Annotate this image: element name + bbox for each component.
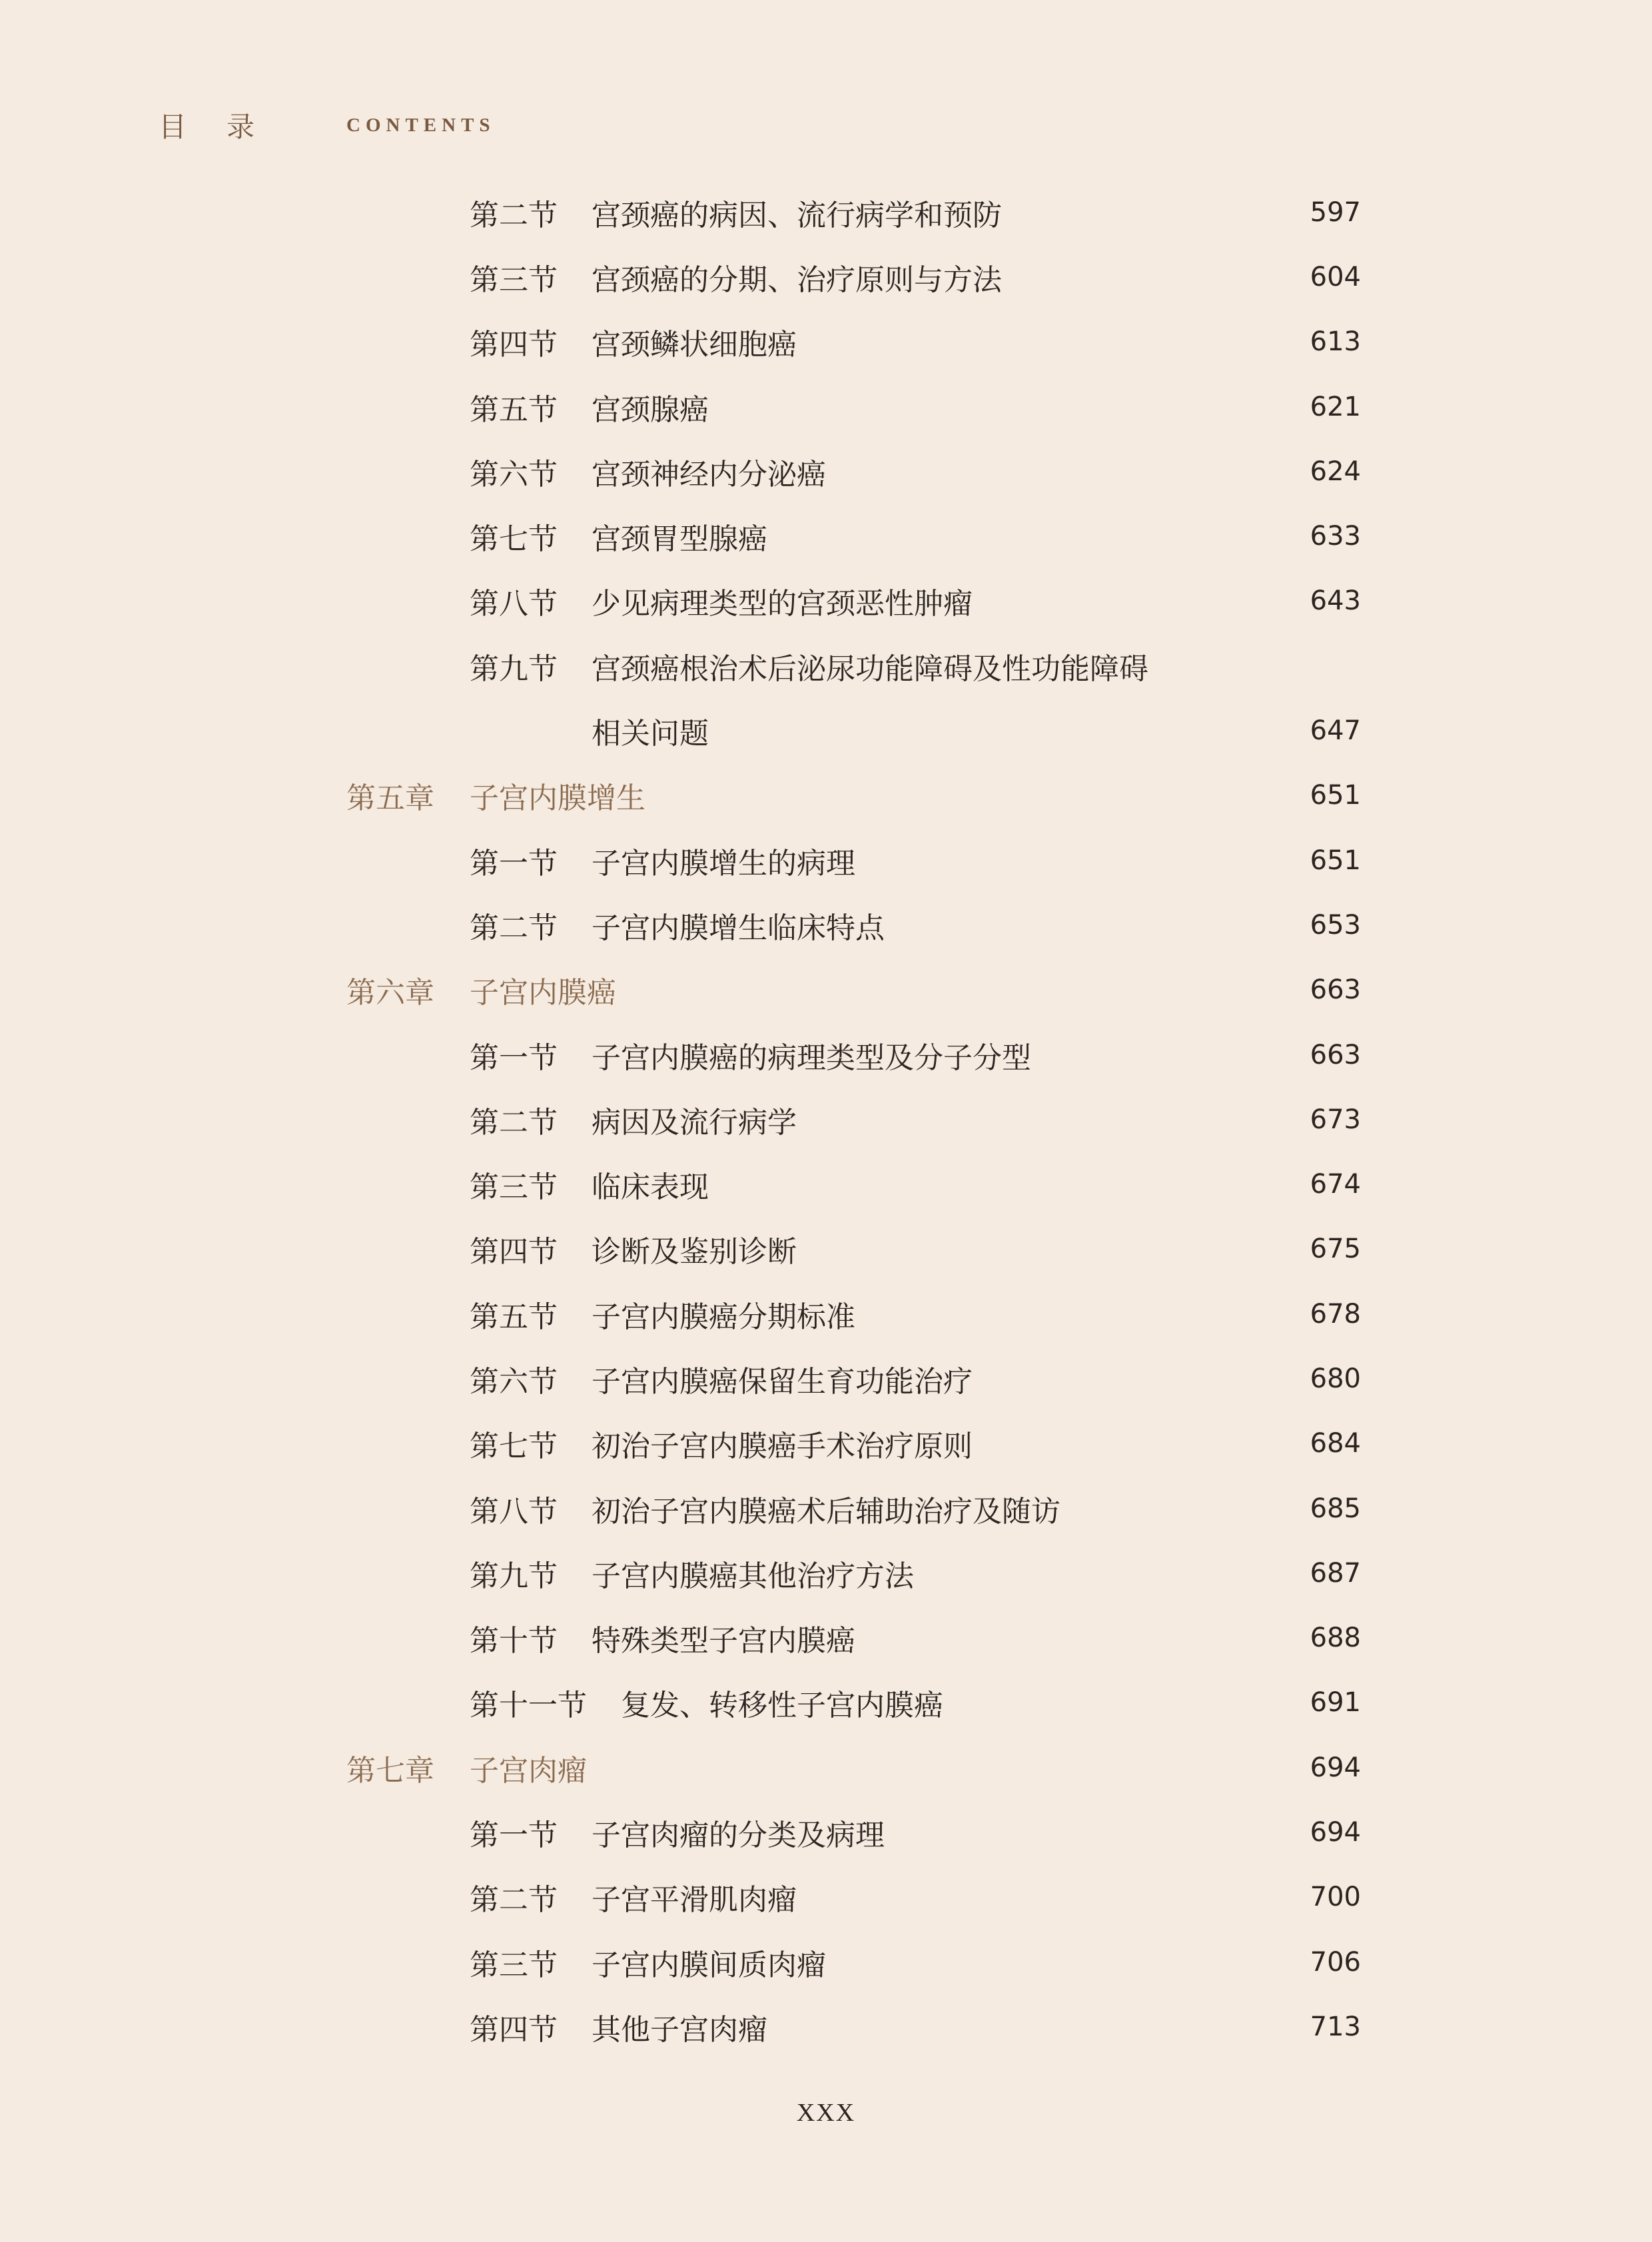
section-number: 第二节 [470,911,558,945]
section-number: 第三节 [470,1170,558,1205]
page-reference: 643 [1310,585,1361,617]
toc-section-entry[interactable] [0,1411,1652,1476]
section-title: 病因及流行病学 [592,1105,797,1140]
chapter-title: 子宫肉瘤 [470,1753,587,1788]
section-number: 第三节 [470,262,558,297]
toc-section-entry[interactable] [0,1282,1652,1346]
page-reference: 663 [1310,1039,1361,1070]
section-title: 宫颈癌根治术后泌尿功能障碍及性功能障碍 [592,651,1148,686]
toc-section-entry[interactable] [0,1606,1652,1671]
page-reference: 597 [1310,196,1361,228]
page-reference: 694 [1310,1817,1361,1848]
page-reference: 694 [1310,1752,1361,1783]
section-title: 临床表现 [592,1170,709,1205]
toc-section-entry[interactable] [0,1346,1652,1411]
page-reference: 675 [1310,1234,1361,1265]
section-number: 第七节 [470,1429,558,1464]
section-number: 第四节 [470,2012,558,2047]
page-reference: 687 [1310,1557,1361,1589]
page-reference: 633 [1310,521,1361,552]
header-title-en: CONTENTS [346,114,496,136]
toc-chapter-entry[interactable] [0,1735,1652,1800]
section-number: 第九节 [470,1559,558,1593]
section-number: 第一节 [470,1040,558,1075]
section-title: 子宫内膜癌其他治疗方法 [592,1559,914,1593]
page-reference: 674 [1310,1169,1361,1200]
page-reference: 621 [1310,391,1361,422]
section-title: 少见病理类型的宫颈恶性肿瘤 [592,587,973,621]
page-reference: 673 [1310,1104,1361,1135]
section-title: 子宫内膜增生临床特点 [592,911,885,945]
section-title: 复发、转移性子宫内膜癌 [621,1688,943,1723]
chapter-number: 第五章 [346,781,434,816]
section-number: 第六节 [470,1364,558,1399]
section-number: 第四节 [470,328,558,362]
toc-section-entry[interactable] [0,310,1652,374]
section-title: 宫颈胃型腺癌 [592,522,767,557]
section-number: 第二节 [470,1105,558,1140]
toc-section-entry[interactable] [0,504,1652,568]
page-reference: 624 [1310,456,1361,487]
section-title: 特殊类型子宫内膜癌 [592,1624,855,1659]
page-reference: 713 [1310,2011,1361,2042]
section-title: 初治子宫内膜癌手术治疗原则 [592,1429,973,1464]
section-number: 第六节 [470,457,558,492]
section-number: 第八节 [470,1494,558,1529]
page-reference: 680 [1310,1363,1361,1394]
section-title: 宫颈腺癌 [592,392,709,427]
section-number: 第二节 [470,1883,558,1918]
section-number: 第十一节 [470,1688,587,1723]
section-number: 第五节 [470,1300,558,1334]
toc-chapter-entry[interactable] [0,958,1652,1022]
section-number: 第二节 [470,198,558,232]
toc-section-entry[interactable] [0,1217,1652,1282]
page-reference: 653 [1310,909,1361,940]
section-number: 第九节 [470,651,558,686]
toc-section-entry[interactable] [0,633,1652,698]
toc-section-entry[interactable] [0,1541,1652,1605]
section-number: 第五节 [470,392,558,427]
section-number: 第三节 [470,1948,558,1982]
toc-chapter-entry[interactable] [0,763,1652,828]
chapter-title: 子宫内膜增生 [470,781,645,816]
page-reference: 678 [1310,1298,1361,1329]
chapter-number: 第六章 [346,976,434,1010]
toc-section-entry[interactable] [0,1022,1652,1087]
page-reference: 604 [1310,261,1361,292]
section-title: 宫颈癌的病因、流行病学和预防 [592,198,1002,232]
toc-section-entry[interactable] [0,1671,1652,1735]
section-title: 宫颈癌的分期、治疗原则与方法 [592,262,1002,297]
section-title: 其他子宫肉瘤 [592,2012,767,2047]
page-reference: 685 [1310,1493,1361,1524]
page-reference: 647 [1310,715,1361,747]
toc-section-entry[interactable] [0,374,1652,439]
section-title: 子宫内膜癌的病理类型及分子分型 [592,1040,1031,1075]
page-reference: 684 [1310,1428,1361,1459]
section-title: 宫颈神经内分泌癌 [592,457,826,492]
toc-header [159,105,496,145]
page-reference: 651 [1310,845,1361,876]
section-number: 第十节 [470,1624,558,1659]
toc-section-entry[interactable] [0,698,1652,763]
section-number: 第一节 [470,1818,558,1853]
page-reference: 688 [1310,1623,1361,1654]
section-title: 宫颈鳞状细胞癌 [592,328,797,362]
toc-section-entry[interactable] [0,1800,1652,1864]
section-title: 子宫内膜癌分期标准 [592,1300,855,1334]
section-number: 第四节 [470,1235,558,1270]
page-reference: 663 [1310,974,1361,1006]
header-title-cn: 目录 [159,111,295,143]
section-title: 子宫内膜间质肉瘤 [592,1948,826,1982]
section-title: 子宫内膜增生的病理 [592,846,855,881]
section-title: 相关问题 [592,717,709,751]
toc-section-entry[interactable] [0,244,1652,309]
page-reference: 691 [1310,1687,1361,1718]
toc-section-entry[interactable] [0,1152,1652,1216]
section-number: 第八节 [470,587,558,621]
toc-section-entry[interactable] [0,1476,1652,1541]
toc-section-entry[interactable] [0,1865,1652,1930]
chapter-number: 第七章 [346,1753,434,1788]
section-number: 第七节 [470,522,558,557]
section-number: 第一节 [470,846,558,881]
toc-section-entry[interactable] [0,1930,1652,1994]
toc-section-entry[interactable] [0,893,1652,957]
page-number: XXX [796,2099,856,2127]
section-title: 子宫平滑肌肉瘤 [592,1883,797,1918]
page-reference: 613 [1310,326,1361,358]
page-reference: 651 [1310,780,1361,811]
chapter-title: 子宫内膜癌 [470,976,616,1010]
section-title: 子宫肉瘤的分类及病理 [592,1818,885,1853]
section-title: 初治子宫内膜癌术后辅助治疗及随访 [592,1494,1060,1529]
table-of-contents [0,180,1652,2059]
toc-section-entry[interactable] [0,828,1652,893]
toc-section-entry[interactable] [0,439,1652,504]
page-reference: 706 [1310,1946,1361,1978]
page-reference: 700 [1310,1882,1361,1913]
section-title: 子宫内膜癌保留生育功能治疗 [592,1364,973,1399]
toc-section-entry[interactable] [0,1994,1652,2059]
toc-section-entry[interactable] [0,180,1652,244]
toc-section-entry[interactable] [0,1087,1652,1152]
toc-section-entry[interactable] [0,569,1652,633]
section-title: 诊断及鉴别诊断 [592,1235,797,1270]
